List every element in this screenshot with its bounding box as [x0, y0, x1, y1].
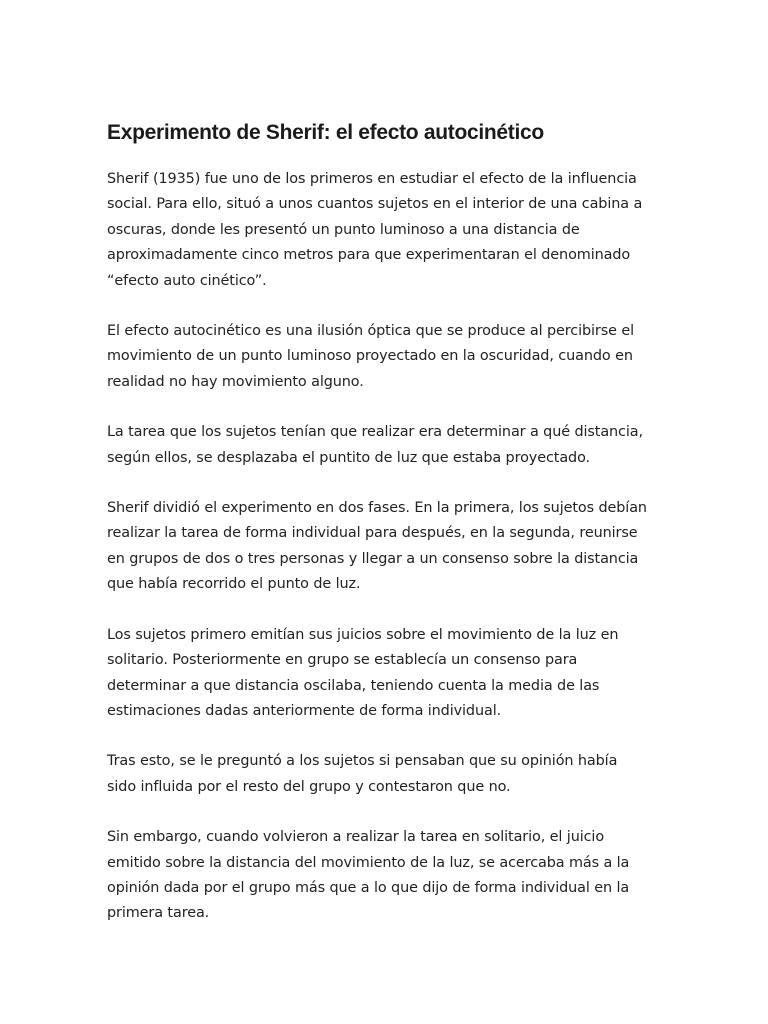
paragraph-5 [107, 623, 667, 725]
paragraph-2 [107, 319, 667, 395]
text-line: determinar a que distancia oscilaba, teniendo cuenta la media de las [107, 677, 600, 694]
text-line: realizar la tarea de forma individual para después, en la segunda, reunirse [107, 525, 638, 542]
paragraph-6 [107, 749, 667, 800]
text-line: emitido sobre la distancia del movimiento de la luz, se acercaba más a la [107, 854, 630, 871]
text-line: que había recorrido el punto de luz. [107, 576, 361, 593]
text-line: La tarea que los sujetos tenían que realizar era determinar a qué distancia, [107, 424, 643, 441]
text-line: movimiento de un punto luminoso proyectado en la oscuridad, cuando en [107, 348, 633, 365]
text-line: “efecto auto cinético”. [107, 272, 267, 289]
text-line: opinión dada por el grupo más que a lo que dijo de forma individual en la [107, 879, 630, 896]
paragraph-7 [107, 825, 667, 927]
text-line: solitario. Posteriormente en grupo se establecía un consenso para [107, 652, 578, 669]
text-line: oscuras, donde les presentó un punto luminoso a una distancia de [107, 221, 580, 238]
text-line: El efecto autocinético es una ilusión óptica que se produce al percibirse el [107, 323, 634, 340]
text-line: aproximadamente cinco metros para que experimentaran el denominado [107, 247, 631, 264]
text-line: realidad no hay movimiento alguno. [107, 373, 364, 390]
text-line: en grupos de dos o tres personas y llegar a un consenso sobre la distancia [107, 550, 639, 567]
paragraph-1 [107, 167, 667, 294]
paragraph-4 [107, 496, 667, 598]
document-title: Experimento de Sherif: el efecto autocinético [107, 121, 544, 144]
text-line: según ellos, se desplazaba el puntito de luz que estaba proyectado. [107, 449, 591, 466]
text-line: primera tarea. [107, 905, 210, 922]
document-body [107, 167, 667, 952]
text-line: Los sujetos primero emitían sus juicios sobre el movimiento de la luz en [107, 626, 619, 643]
text-line: Sherif dividió el experimento en dos fases. En la primera, los sujetos debían [107, 500, 647, 517]
paragraph-3 [107, 420, 667, 471]
text-line: sido influida por el resto del grupo y contestaron que no. [107, 778, 511, 795]
text-line: estimaciones dadas anteriormente de forma individual. [107, 702, 502, 719]
text-line: social. Para ello, situó a unos cuantos sujetos en el interior de una cabina a [107, 196, 643, 213]
text-line: Sin embargo, cuando volvieron a realizar la tarea en solitario, el juicio [107, 829, 605, 846]
text-line: Sherif (1935) fue uno de los primeros en estudiar el efecto de la influencia [107, 171, 637, 187]
text-line: Tras esto, se le preguntó a los sujetos si pensaban que su opinión había [107, 753, 618, 770]
